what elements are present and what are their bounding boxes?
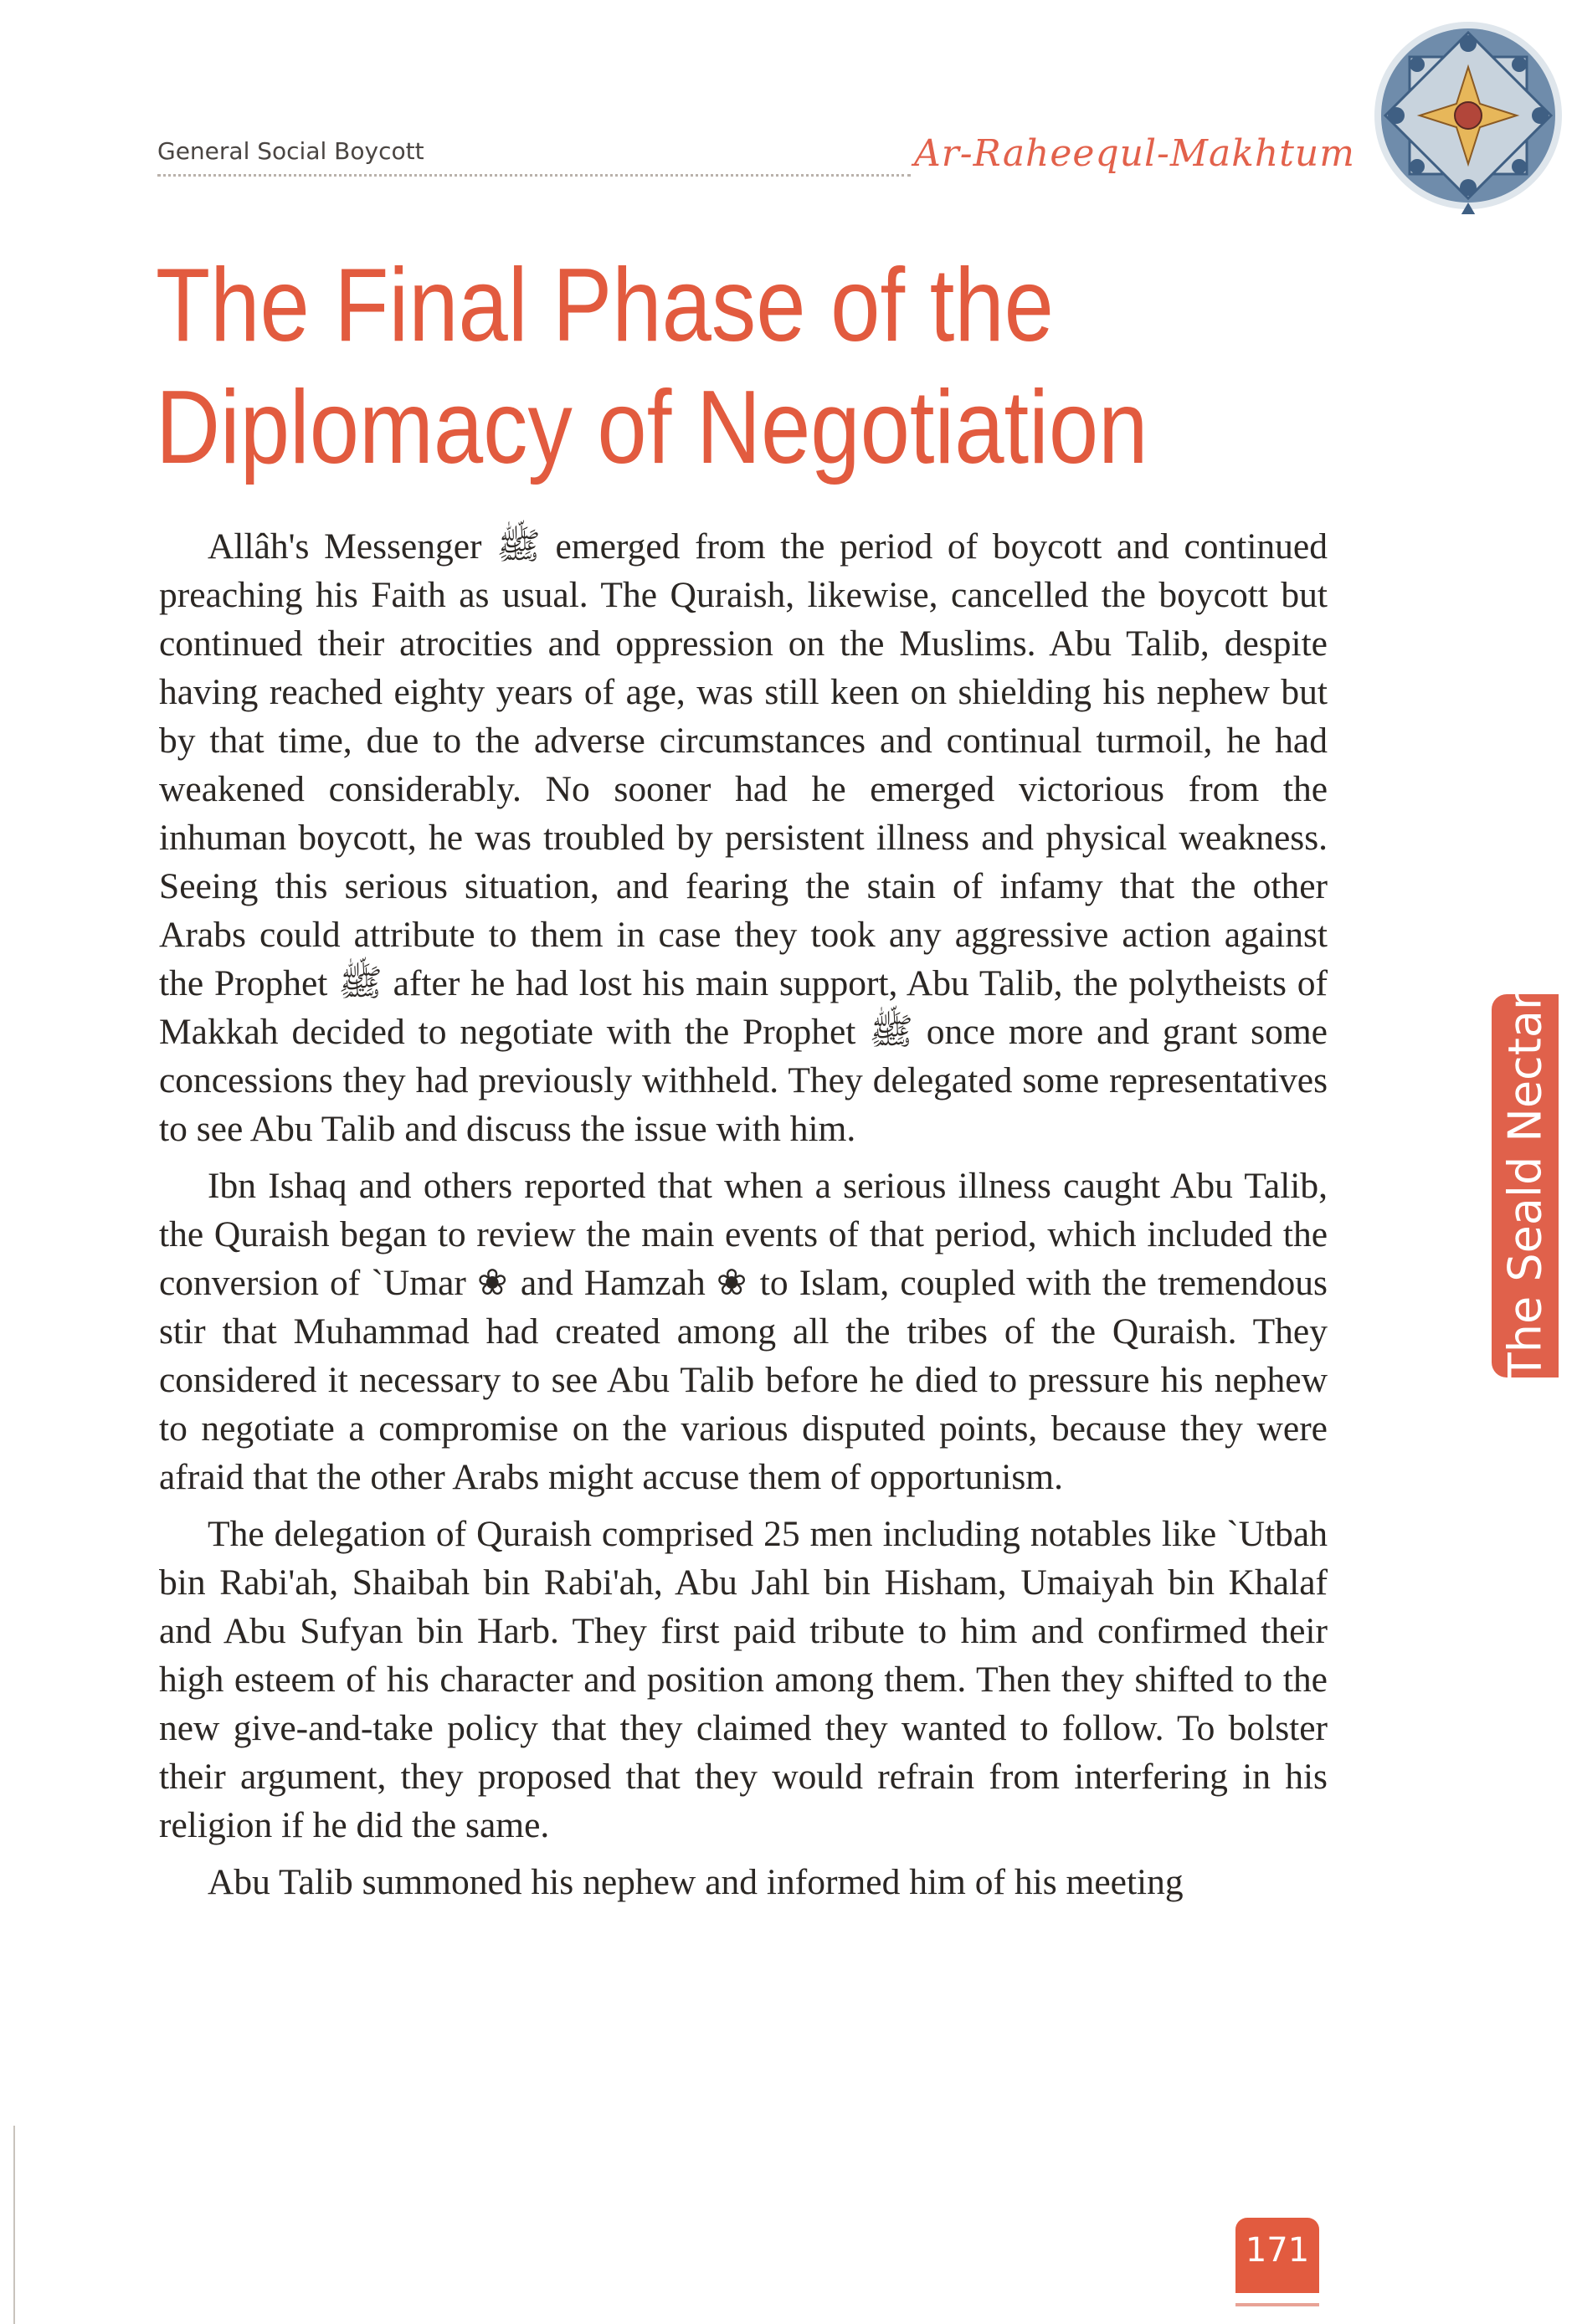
islamic-star-ornament-icon [1369,17,1567,214]
body-text [159,522,1328,1915]
chapter-title [156,244,1163,489]
paragraph-4: Abu Talib summoned his nephew and informed him of his meeting [208,1862,1184,1902]
page-number-underline [1235,2303,1319,2306]
paragraph-1: Allâh's Messenger ﷺ emerged from the period of boycott and continued preaching his Faith as usual. The Quraish, likewise, cancelled the boycott but continued their atrocities and oppression on the Muslims. Abu Talib, despite having reached eighty years of age, was still keen on shielding his nephew but by that time, due to the adverse circumstances and continual turmoil, he had weakened considerably. No sooner had he emerged victorious from the inhuman boycott, he was troubled by persistent illness and physical weakness. Seeing this serious situation, and fearing the stain of infamy that the other Arabs could attribute to them in case they took any aggressive action against the Prophet ﷺ after he had lost his main support, Abu Talib, the polytheists of Makkah decided to negotiate with the Prophet ﷺ once more and grant some concessions they had previously withheld. They delegated some representatives to see Abu Talib and discuss the issue with him. [159,526,1328,1149]
running-head: General Social Boycott [157,137,424,165]
page-number: 171 [1245,2231,1310,2270]
header-dotted-rule [157,174,911,177]
chapter-title-line-2: Diplomacy of Negotiation [156,370,1148,485]
side-tab-label: The Seald Nectar [1498,991,1552,1381]
chapter-title-line-1: The Final Phase of the [156,248,1054,363]
paragraph-3: The delegation of Quraish comprised 25 men including notables like `Utbah bin Rabi'ah, Shaibah bin Rabi'ah, Abu Jahl bin Hisham, Umaiyah bin Khalaf and Abu Sufyan bin Harb. They first paid tribute to him and confirmed their high esteem of his character and position among them. Then they shifted to the new give-and-take policy that they claimed they wanted to follow. To bolster their argument, they proposed that they would refrain from interfering in his religion if he did the same. [159,1514,1328,1845]
page-edge-line [13,2126,15,2324]
book-title-script: Ar-Raheequl-Makhtum [914,132,1355,175]
paragraph-2: Ibn Ishaq and others reported that when a serious illness caught Abu Talib, the Quraish began to review the main events of that period, which included the conversion of `Umar ❀ and Hamzah ❀ to Islam, coupled with the tremendous stir that Muhammad had created among all the tribes of the Quraish. They considered it necessary to see Abu Talib before he died to pressure his nephew to negotiate a compromise on the various disputed points, because they were afraid that the other Arabs might accuse them of opportunism. [159,1166,1328,1497]
